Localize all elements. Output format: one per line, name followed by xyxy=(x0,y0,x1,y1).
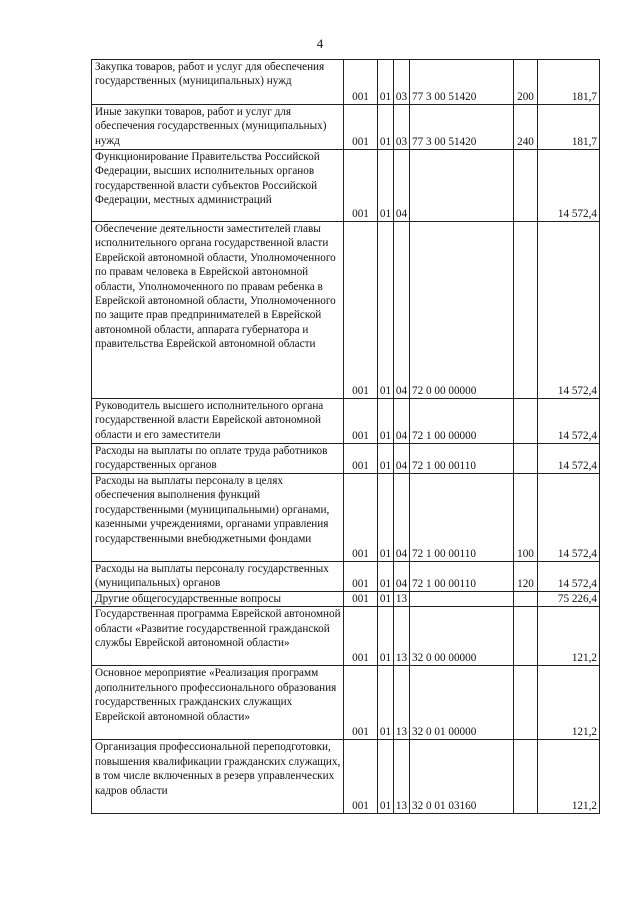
row-amount: 14 572,4 xyxy=(538,150,600,222)
row-section: 01 xyxy=(378,666,394,740)
row-target-article: 72 1 00 00000 xyxy=(410,399,514,444)
row-target-article: 77 3 00 51420 xyxy=(410,105,514,150)
table-row xyxy=(92,740,600,814)
table-row xyxy=(92,60,600,105)
row-expense-type: 120 xyxy=(514,562,538,592)
row-expense-type xyxy=(514,399,538,444)
table-row xyxy=(92,607,600,666)
row-name: Расходы на выплаты по оплате труда работников государственных органов xyxy=(92,444,344,474)
row-name: Закупка товаров, работ и услуг для обеспечения государственных (муниципальных) нужд xyxy=(92,60,344,105)
row-name: Иные закупки товаров, работ и услуг для обеспечения государственных (муниципальных) нужд xyxy=(92,105,344,150)
row-grbs: 001 xyxy=(344,105,378,150)
row-amount: 121,2 xyxy=(538,666,600,740)
row-amount: 14 572,4 xyxy=(538,444,600,474)
row-section: 01 xyxy=(378,399,394,444)
row-expense-type: 200 xyxy=(514,60,538,105)
table-row xyxy=(92,592,600,607)
row-target-article: 32 0 00 00000 xyxy=(410,607,514,666)
row-name: Организация профессиональной переподготовки, повышения квалификации гражданских служащих, в том числе включенных в резерв управленческих кадров области xyxy=(92,740,344,814)
row-subsection: 03 xyxy=(394,60,410,105)
row-grbs: 001 xyxy=(344,150,378,222)
row-subsection: 04 xyxy=(394,222,410,399)
row-grbs: 001 xyxy=(344,60,378,105)
row-amount: 14 572,4 xyxy=(538,562,600,592)
row-grbs: 001 xyxy=(344,666,378,740)
row-name: Основное мероприятие «Реализация программ дополнительного профессионального образования государственных гражданских служащих Еврейской автономной области» xyxy=(92,666,344,740)
table-row xyxy=(92,105,600,150)
table-row xyxy=(92,399,600,444)
row-subsection: 13 xyxy=(394,592,410,607)
row-target-article: 72 1 00 00110 xyxy=(410,562,514,592)
row-subsection: 13 xyxy=(394,666,410,740)
row-subsection: 13 xyxy=(394,607,410,666)
row-subsection: 04 xyxy=(394,444,410,474)
row-name: Расходы на выплаты персоналу в целях обеспечения выполнения функций государственными (муниципальными) органами, казенными учреждениями, органами управления государственными внебюджетными фондами xyxy=(92,474,344,562)
row-target-article xyxy=(410,592,514,607)
row-amount: 14 572,4 xyxy=(538,399,600,444)
row-expense-type: 100 xyxy=(514,474,538,562)
row-amount: 14 572,4 xyxy=(538,222,600,399)
row-subsection: 04 xyxy=(394,562,410,592)
row-name: Государственная программа Еврейской автономной области «Развитие государственной гражданской службы Еврейской автономной области» xyxy=(92,607,344,666)
row-amount: 181,7 xyxy=(538,60,600,105)
row-name: Функционирование Правительства Российской Федерации, высших исполнительных органов государственной власти субъектов Российской Федерации, местных администраций xyxy=(92,150,344,222)
row-section: 01 xyxy=(378,740,394,814)
row-name: Обеспечение деятельности заместителей главы исполнительного органа государственной власти Еврейской автономной области, Уполномоченного по правам человека в Еврейской автономной области, Уполномоченного по правам ребенка в Еврейской автономной области, Уполномоченного по защите прав предпринимателей в Еврейской автономной области, аппарата губернатора и правительства Еврейской автономной области xyxy=(92,222,344,399)
budget-table xyxy=(91,59,600,814)
row-grbs: 001 xyxy=(344,562,378,592)
row-section: 01 xyxy=(378,474,394,562)
table-row xyxy=(92,666,600,740)
row-grbs: 001 xyxy=(344,607,378,666)
row-expense-type xyxy=(514,666,538,740)
row-section: 01 xyxy=(378,105,394,150)
row-target-article: 32 0 01 03160 xyxy=(410,740,514,814)
row-grbs: 001 xyxy=(344,222,378,399)
row-amount: 121,2 xyxy=(538,607,600,666)
row-section: 01 xyxy=(378,562,394,592)
row-expense-type xyxy=(514,150,538,222)
row-expense-type xyxy=(514,592,538,607)
row-section: 01 xyxy=(378,222,394,399)
row-name: Расходы на выплаты персоналу государственных (муниципальных) органов xyxy=(92,562,344,592)
table-row xyxy=(92,562,600,592)
row-expense-type xyxy=(514,444,538,474)
row-grbs: 001 xyxy=(344,592,378,607)
row-name: Руководитель высшего исполнительного органа государственной власти Еврейской автономной области и его заместители xyxy=(92,399,344,444)
row-target-article: 72 0 00 00000 xyxy=(410,222,514,399)
table-row xyxy=(92,150,600,222)
row-amount: 121,2 xyxy=(538,740,600,814)
row-section: 01 xyxy=(378,150,394,222)
row-grbs: 001 xyxy=(344,474,378,562)
row-subsection: 03 xyxy=(394,105,410,150)
row-subsection: 04 xyxy=(394,399,410,444)
row-expense-type: 240 xyxy=(514,105,538,150)
row-subsection: 13 xyxy=(394,740,410,814)
row-subsection: 04 xyxy=(394,474,410,562)
table-row xyxy=(92,222,600,399)
row-grbs: 001 xyxy=(344,399,378,444)
row-subsection: 04 xyxy=(394,150,410,222)
row-target-article xyxy=(410,150,514,222)
row-target-article: 72 1 00 00110 xyxy=(410,444,514,474)
row-target-article: 72 1 00 00110 xyxy=(410,474,514,562)
row-section: 01 xyxy=(378,444,394,474)
row-target-article: 32 0 01 00000 xyxy=(410,666,514,740)
table-row xyxy=(92,474,600,562)
row-amount: 181,7 xyxy=(538,105,600,150)
row-section: 01 xyxy=(378,60,394,105)
page-number: 4 xyxy=(316,36,324,51)
row-amount: 75 226,4 xyxy=(538,592,600,607)
row-grbs: 001 xyxy=(344,740,378,814)
row-amount: 14 572,4 xyxy=(538,474,600,562)
row-expense-type xyxy=(514,740,538,814)
row-expense-type xyxy=(514,222,538,399)
row-target-article: 77 3 00 51420 xyxy=(410,60,514,105)
row-section: 01 xyxy=(378,607,394,666)
row-grbs: 001 xyxy=(344,444,378,474)
table-row xyxy=(92,444,600,474)
row-name: Другие общегосударственные вопросы xyxy=(92,592,344,607)
row-section: 01 xyxy=(378,592,394,607)
row-expense-type xyxy=(514,607,538,666)
